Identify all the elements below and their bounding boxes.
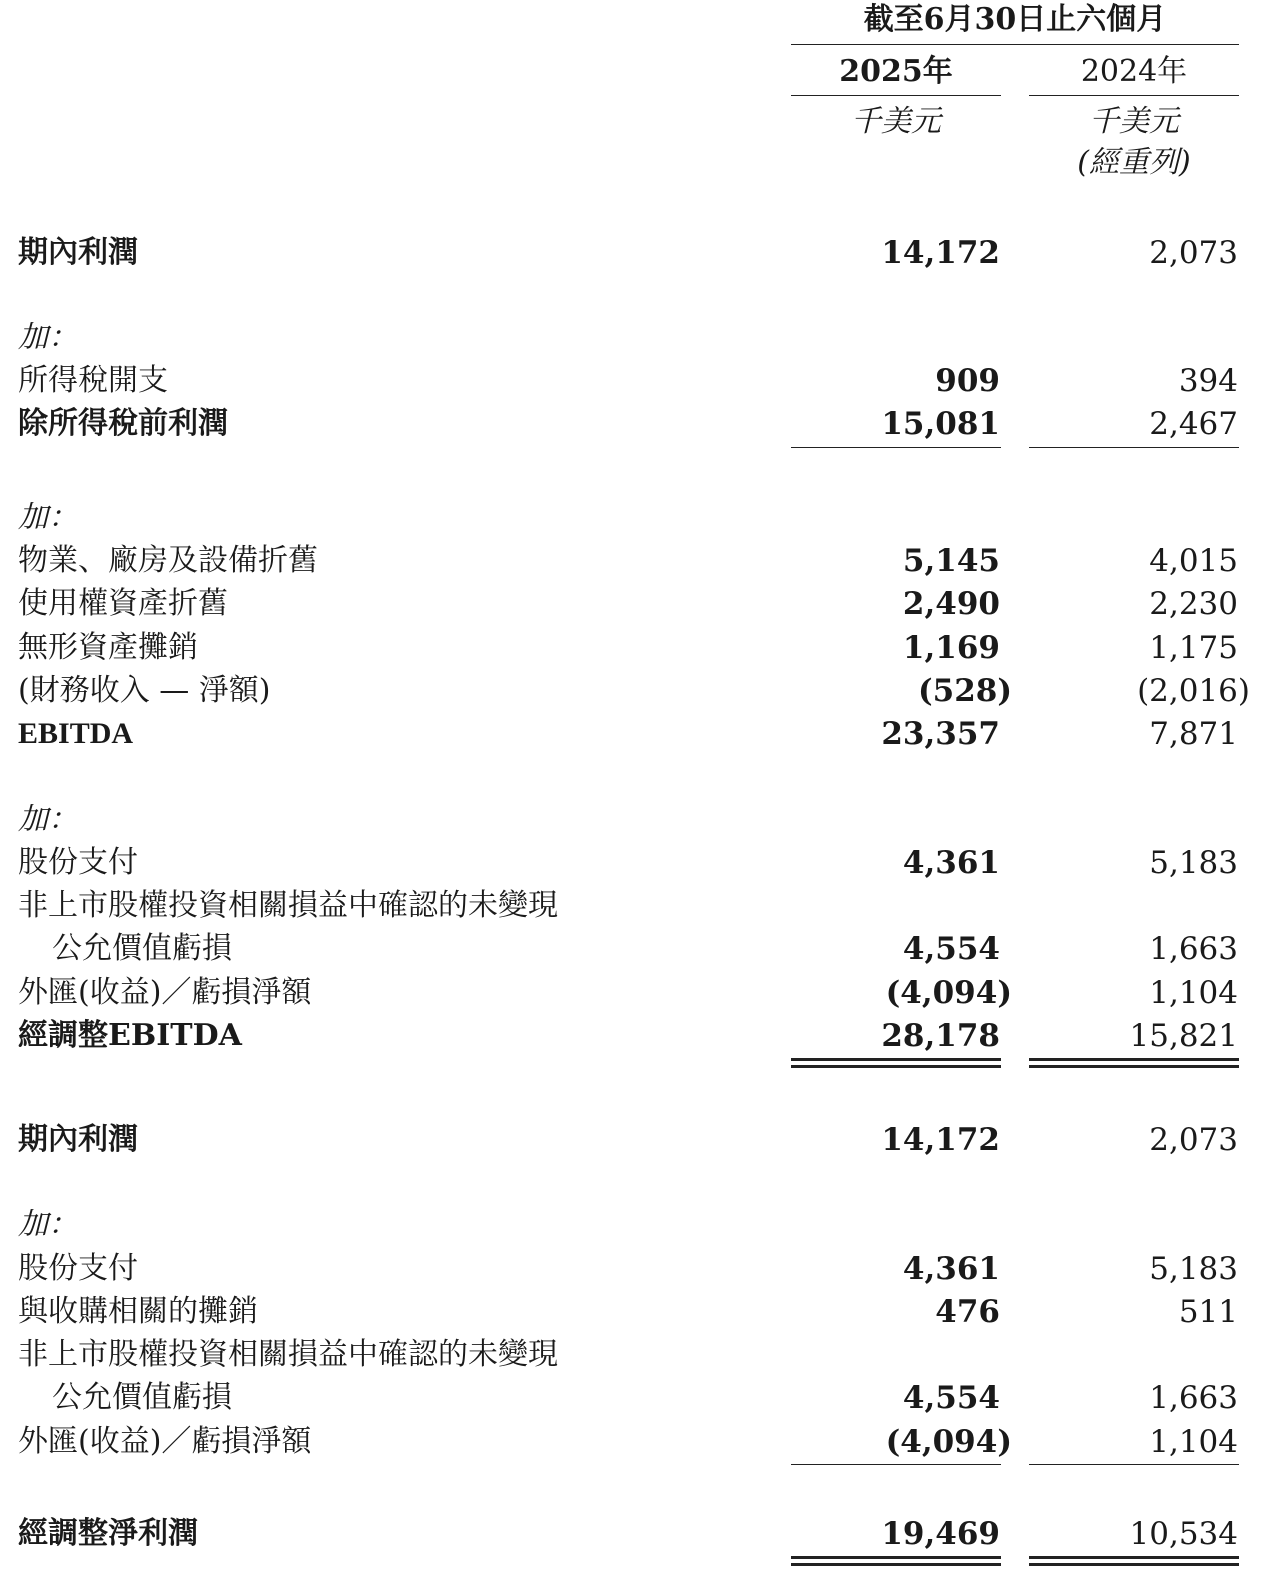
row-label: 物業、廠房及設備折舊	[18, 543, 318, 578]
row-label: 公允價值虧損	[52, 1380, 232, 1415]
year-2025-header: 2025年	[839, 54, 953, 89]
value-2025: (528)	[917, 673, 1012, 709]
value-2025: 4,554	[902, 1380, 1000, 1416]
year-2025-rule	[791, 95, 1001, 96]
row-label: 經調整EBITDA	[18, 1018, 242, 1053]
value-2025: (4,094)	[885, 1424, 1012, 1460]
total-double-rule	[1029, 1058, 1239, 1068]
row-label: (財務收入 — 淨額)	[18, 673, 271, 708]
row-label: 外匯(收益)／虧損淨額	[18, 975, 312, 1010]
header-rule	[791, 44, 1239, 45]
add-label: 加：	[18, 1207, 78, 1242]
value-2025: (4,094)	[885, 975, 1012, 1011]
row-label: 無形資產攤銷	[18, 630, 198, 665]
year-2024-rule	[1029, 95, 1239, 96]
row-label: EBITDA	[18, 717, 134, 750]
year-2024-header: 2024年	[1080, 54, 1188, 89]
value-2024: 2,467	[1149, 406, 1238, 442]
value-2024: 5,183	[1149, 1251, 1238, 1287]
row-label: 公允價值虧損	[52, 931, 232, 966]
value-2024: 2,230	[1149, 586, 1238, 622]
value-2024: 1,104	[1149, 975, 1238, 1011]
value-2024: 2,073	[1149, 1122, 1238, 1158]
period-header: 截至6月30日止六個月	[863, 2, 1167, 37]
unit-2024: 千美元	[1089, 104, 1179, 139]
value-2024: 394	[1178, 363, 1238, 399]
restated-note: (經重列)	[1077, 145, 1191, 180]
row-label: 使用權資產折舊	[18, 586, 228, 621]
total-double-rule	[791, 1058, 1001, 1068]
row-label: 外匯(收益)／虧損淨額	[18, 1424, 312, 1459]
row-label: 股份支付	[18, 1251, 138, 1286]
value-2024: 1,175	[1149, 630, 1238, 666]
value-2024: 5,183	[1149, 845, 1238, 881]
add-label: 加：	[18, 802, 78, 837]
subtotal-rule	[1029, 447, 1239, 448]
value-2025: 28,178	[881, 1018, 1000, 1054]
add-label: 加：	[18, 500, 78, 535]
value-2025: 14,172	[881, 1122, 1000, 1158]
value-2024: 2,073	[1149, 235, 1238, 271]
row-label: 與收購相關的攤銷	[18, 1294, 258, 1329]
row-label: 除所得稅前利潤	[18, 406, 228, 441]
value-2024: 1,104	[1149, 1424, 1238, 1460]
total-double-rule	[1029, 1556, 1239, 1566]
value-2025: 4,554	[902, 931, 1000, 967]
value-2024: 511	[1178, 1294, 1238, 1330]
unit-2025: 千美元	[851, 104, 941, 139]
value-2024: 7,871	[1149, 716, 1238, 752]
subtotal-rule	[791, 447, 1001, 448]
value-2024: 10,534	[1129, 1516, 1238, 1552]
value-2024: 1,663	[1149, 931, 1238, 967]
row-label: 股份支付	[18, 845, 138, 880]
value-2024: (2,016)	[1137, 673, 1250, 709]
subtotal-rule	[791, 1464, 1001, 1465]
value-2025: 2,490	[902, 586, 1000, 622]
value-2025: 909	[935, 363, 1000, 399]
value-2025: 4,361	[902, 1251, 1000, 1287]
value-2025: 476	[935, 1294, 1000, 1330]
value-2025: 5,145	[902, 543, 1000, 579]
value-2025: 23,357	[881, 716, 1000, 752]
row-label: 非上市股權投資相關損益中確認的未變現	[18, 1337, 558, 1372]
row-label: 所得稅開支	[18, 363, 168, 398]
value-2025: 1,169	[902, 630, 1000, 666]
row-label: 期內利潤	[18, 1122, 138, 1157]
row-label: 期內利潤	[18, 235, 138, 270]
value-2024: 4,015	[1149, 543, 1238, 579]
value-2025: 14,172	[881, 235, 1000, 271]
value-2025: 4,361	[902, 845, 1000, 881]
value-2025: 15,081	[881, 406, 1000, 442]
value-2024: 1,663	[1149, 1380, 1238, 1416]
value-2024: 15,821	[1129, 1018, 1238, 1054]
row-label: 非上市股權投資相關損益中確認的未變現	[18, 888, 558, 923]
add-label: 加：	[18, 320, 78, 355]
subtotal-rule	[1029, 1464, 1239, 1465]
row-label: 經調整淨利潤	[18, 1516, 198, 1551]
total-double-rule	[791, 1556, 1001, 1566]
value-2025: 19,469	[881, 1516, 1000, 1552]
